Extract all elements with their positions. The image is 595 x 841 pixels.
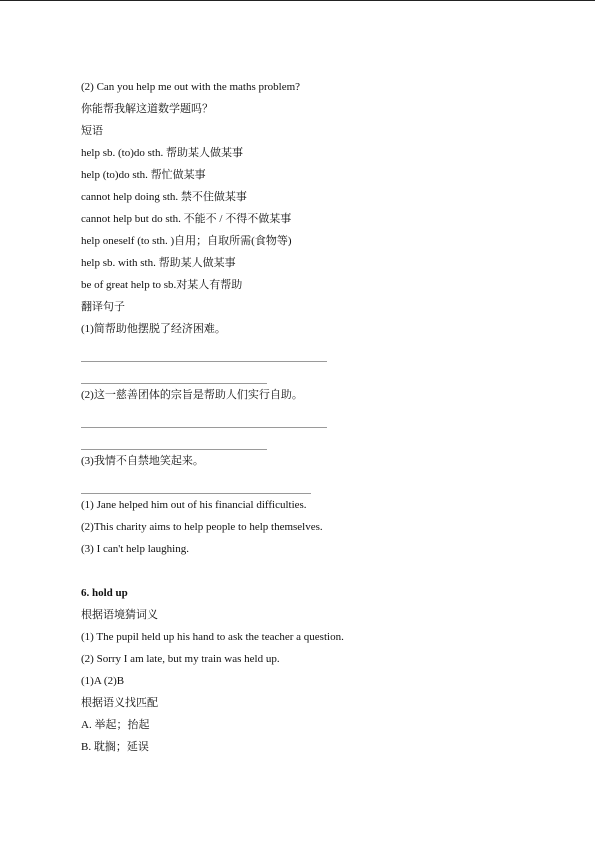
answer-line: (2)This charity aims to help people to help themselves. bbox=[81, 521, 323, 533]
example-sentence-zh: 你能帮我解这道数学题吗？ bbox=[81, 103, 213, 115]
blank-underline bbox=[81, 493, 311, 494]
answer-blank-2a[interactable] bbox=[81, 406, 561, 428]
example-sentence: (1) The pupil held up his hand to ask the teacher a question. bbox=[81, 631, 344, 643]
phrase-item: cannot help doing sth. 禁不住做某事 bbox=[81, 191, 247, 203]
answer-key: (1)A (2)B bbox=[81, 675, 125, 687]
guess-heading: 根据语境猜词义 bbox=[81, 609, 158, 621]
translate-question-3: (3)我情不自禁地笑起来。 bbox=[81, 455, 204, 467]
section-title: 6. hold up bbox=[81, 587, 128, 599]
phrase-item: help oneself (to sth. )自用；自取所需(食物等) bbox=[81, 235, 292, 247]
translate-heading: 翻译句子 bbox=[81, 301, 125, 313]
answer-blank-3[interactable] bbox=[81, 472, 561, 494]
phrase-item: help sb. (to)do sth. 帮助某人做某事 bbox=[81, 147, 243, 159]
section-spacer bbox=[81, 560, 561, 582]
blank-underline bbox=[81, 383, 267, 384]
option-b: B. 耽搁；延误 bbox=[81, 741, 149, 753]
phrase-item: help sb. with sth. 帮助某人做某事 bbox=[81, 257, 236, 269]
phrases-heading: 短语 bbox=[81, 125, 103, 137]
translate-question-1: (1)简帮助他摆脱了经济困难。 bbox=[81, 323, 226, 335]
match-heading: 根据语义找匹配 bbox=[81, 697, 158, 709]
option-a: A. 举起；抬起 bbox=[81, 719, 150, 731]
example-sentence: (2) Sorry I am late, but my train was held up. bbox=[81, 653, 280, 665]
answer-line: (3) I can't help laughing. bbox=[81, 543, 189, 555]
phrase-item: help (to)do sth. 帮忙做某事 bbox=[81, 169, 206, 181]
answer-blank-1b[interactable] bbox=[81, 362, 561, 384]
translate-question-2: (2)这一慈善团体的宗旨是帮助人们实行自助。 bbox=[81, 389, 303, 401]
phrase-item: be of great help to sb.对某人有帮助 bbox=[81, 279, 243, 291]
document-body bbox=[81, 76, 561, 758]
blank-underline bbox=[81, 449, 267, 450]
example-sentence-en: (2) Can you help me out with the maths problem? bbox=[81, 81, 301, 93]
answer-blank-1a[interactable] bbox=[81, 340, 561, 362]
page-top-border bbox=[0, 0, 595, 1]
answer-blank-2b[interactable] bbox=[81, 428, 561, 450]
phrase-item: cannot help but do sth. 不能不 / 不得不做某事 bbox=[81, 213, 292, 225]
answer-line: (1) Jane helped him out of his financial difficulties. bbox=[81, 499, 307, 511]
